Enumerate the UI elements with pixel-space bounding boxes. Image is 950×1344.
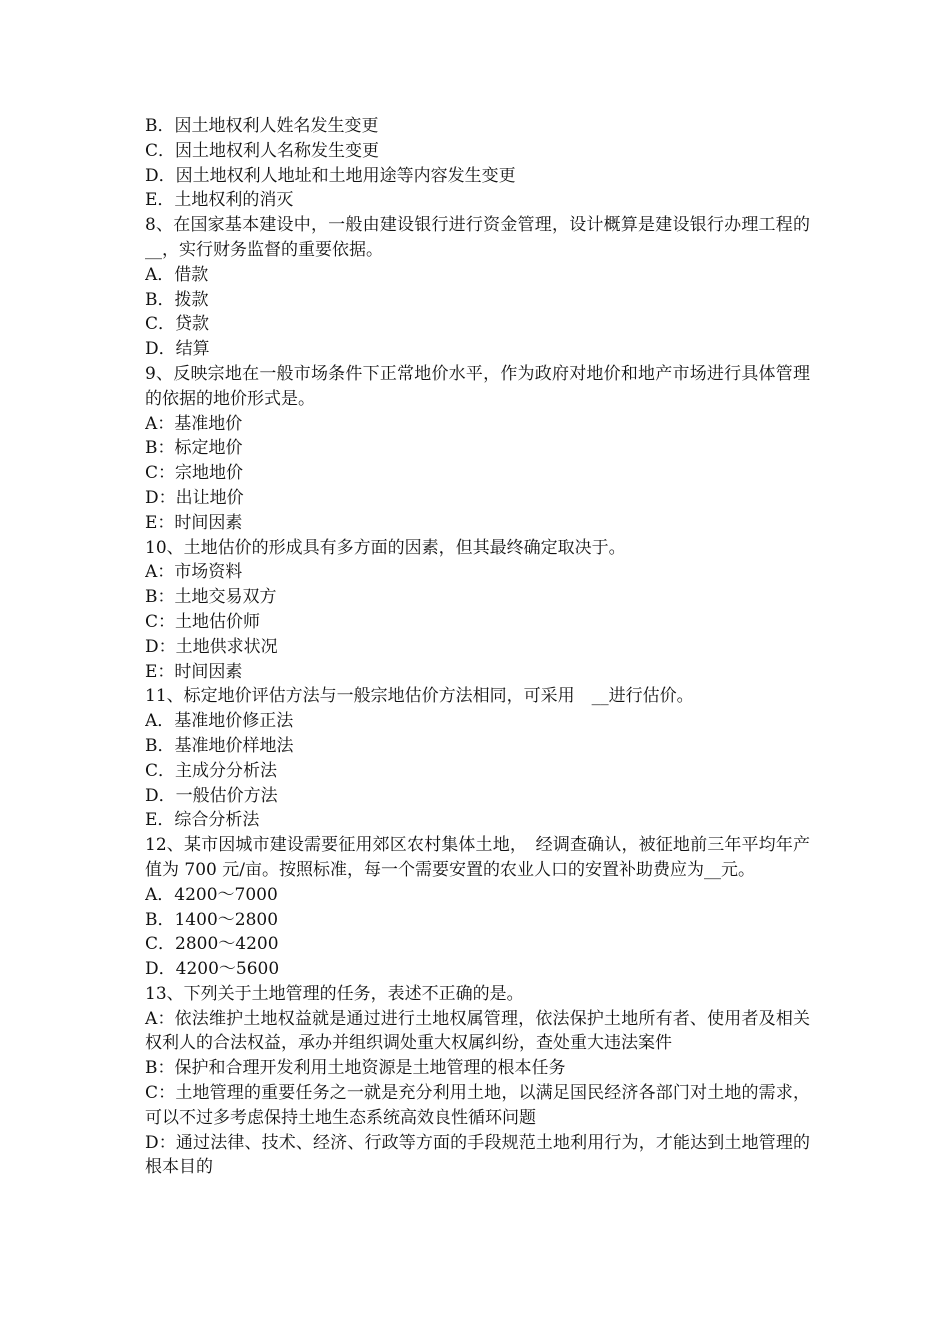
option-11e: E．综合分析法 xyxy=(145,810,260,831)
option-9b: B：标定地价 xyxy=(145,438,243,459)
option-7c: C．因土地权利人名称发生变更 xyxy=(145,140,380,161)
option-8a: A．借款 xyxy=(145,264,209,285)
option-9c: C：宗地地价 xyxy=(145,463,244,484)
question-11: 11、标定地价评估方法与一般宗地估价方法相同，可采用 __进行估价。 xyxy=(145,686,694,707)
option-12c: C．2800～4200 xyxy=(145,934,279,955)
option-7d: D．因土地权利人地址和土地用途等内容发生变更 xyxy=(145,165,516,186)
option-13c: C：土地管理的重要任务之一就是充分利用土地，以满足国民经济各部门对土地的需求，可以不过多考虑保持土地生态系统高效良性循环问题 xyxy=(145,1083,810,1128)
question-8: 8、在国家基本建设中，一般由建设银行进行资金管理，设计概算是建设银行办理工程的__，实行财务监督的重要依据。 xyxy=(145,215,810,260)
option-8d: D．结算 xyxy=(145,339,210,360)
option-12b: B．1400～2800 xyxy=(145,909,279,930)
option-10a: A：市场资料 xyxy=(145,562,243,583)
option-7e: E．土地权利的消灭 xyxy=(145,190,294,211)
option-10c: C：土地估价师 xyxy=(145,611,261,632)
option-8c: C．贷款 xyxy=(145,314,210,335)
option-11d: D．一般估价方法 xyxy=(145,785,278,806)
option-10e: E：时间因素 xyxy=(145,661,243,682)
option-13d: D：通过法律、技术、经济、行政等方面的手段规范土地利用行为，才能达到土地管理的根本目的 xyxy=(145,1132,810,1178)
option-9d: D：出让地价 xyxy=(145,487,244,508)
option-10b: B：土地交易双方 xyxy=(145,587,277,608)
question-10: 10、土地估价的形成具有多方面的因素，但其最终确定取决于。 xyxy=(145,537,626,558)
option-11b: B．基准地价样地法 xyxy=(145,735,294,756)
question-9: 9、反映宗地在一般市场条件下正常地价水平，作为政府对地价和地产市场进行具体管理的依据的地价形式是。 xyxy=(145,363,810,409)
question-12: 12、某市因城市建设需要征用郊区农村集体土地， 经调查确认，被征地前三年平均年产值为 700 元/亩。按照标准，每一个需要安置的农业人口的安置补助费应为__元。 xyxy=(145,835,810,880)
option-8b: B．拨款 xyxy=(145,289,209,310)
option-10d: D：土地供求状况 xyxy=(145,636,278,657)
document-page xyxy=(145,114,810,1180)
option-13b: B：保护和合理开发利用土地资源是土地管理的根本任务 xyxy=(145,1058,566,1079)
option-12d: D．4200～5600 xyxy=(145,959,280,980)
option-9e: E：时间因素 xyxy=(145,512,243,533)
option-13a: A：依法维护土地权益就是通过进行土地权属管理，依法保护土地所有者、使用者及相关权利人的合法权益，承办并组织调处重大权属纠纷，查处重大违法案件 xyxy=(145,1008,810,1054)
option-12a: A．4200～7000 xyxy=(145,884,278,905)
option-11a: A．基准地价修正法 xyxy=(145,711,294,732)
option-7b: B．因土地权利人姓名发生变更 xyxy=(145,116,379,136)
option-11c: C．主成分分析法 xyxy=(145,760,278,781)
question-13: 13、下列关于土地管理的任务，表述不正确的是。 xyxy=(145,983,524,1004)
option-9a: A：基准地价 xyxy=(145,413,243,434)
